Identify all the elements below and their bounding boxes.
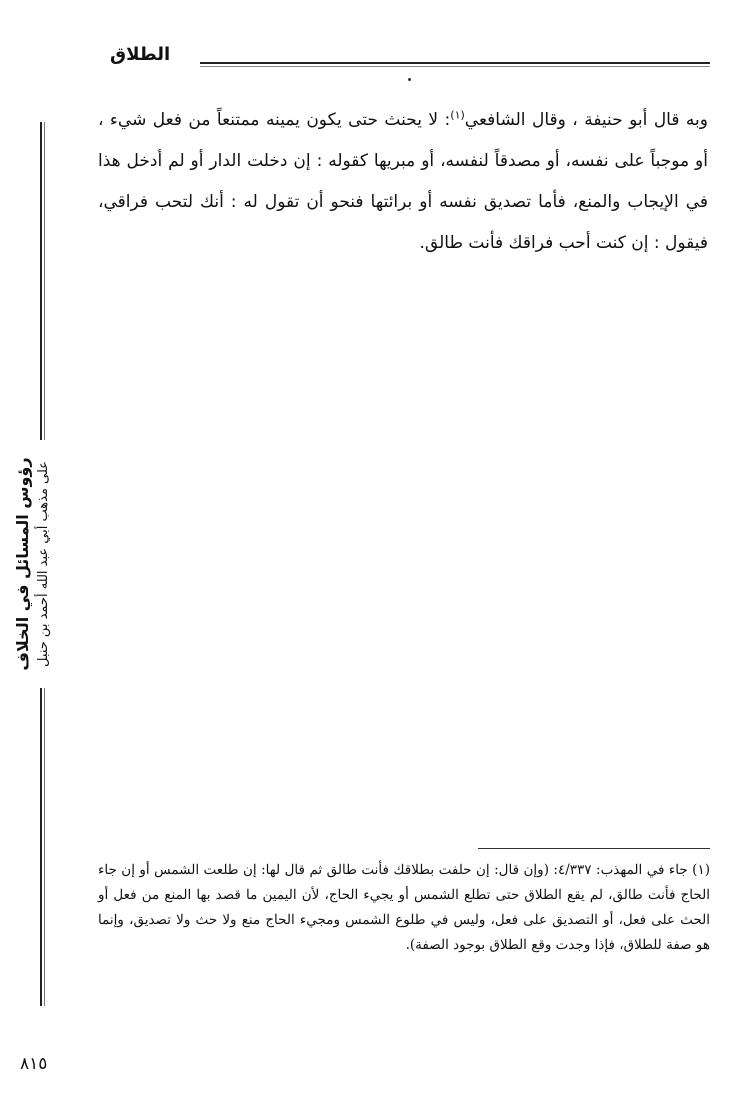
header-dot xyxy=(408,78,411,81)
header-rule xyxy=(200,62,710,64)
header-rule-thin xyxy=(200,66,710,67)
body-text-after-reference: : لا يحنث حتى يكون يمينه ممتنعاً من فعل شيء ، أو موجباً على نفسه، أو مصدقاً لنفسه، أو مبريها كقوله : إن دخلت الدار أو لم أدخل هذا في الإيجاب والمنع، فأما تصديق نفسه أو برائتها فنحو أن تقول له : أنك لتحب فراقي، فيقول : إن كنت أحب فراقك فأنت طالق. xyxy=(98,110,708,253)
side-bar-bottom-thin xyxy=(44,688,45,1006)
side-bar-top xyxy=(40,122,42,440)
footnote-rule xyxy=(478,848,710,849)
footnote-text: (١) جاء في المهذب: ٤/٣٣٧: (وإن قال: إن حلفت بطلاقك فأنت طالق ثم قال لها: إن طلعت الشمس أو إن جاء الحاج فأنت طالق، لم يقع الطلاق حتى تطلع الشمس أو يجيء الحاج، لأن اليمين ما قصد بها المنع من فعل أو الحث على فعل، أو التصديق على فعل، وليس في طلوع الشمس ومجيء الحاج منع ولا حث ولا تصديق، وإنما هو صفة للطلاق، فإذا وجدت وقع الطلاق بوجود الصفة). xyxy=(98,862,710,953)
page-number: ٨١٥ xyxy=(20,1054,48,1074)
side-title-sub: على مذهب أبي عبد الله أحمد بن حنبل xyxy=(36,461,51,667)
body-text-before-reference: وبه قال أبو حنيفة ، وقال الشافعي xyxy=(464,110,708,130)
footnote xyxy=(98,858,710,958)
running-header-title: الطلاق xyxy=(110,44,171,65)
side-bar-top-thin xyxy=(44,122,45,440)
footnote-reference: (١) xyxy=(450,108,465,122)
main-paragraph xyxy=(98,100,708,264)
side-bar-bottom xyxy=(40,688,42,1006)
side-title-main: رؤوس المسائل في الخلاف xyxy=(13,457,32,671)
side-running-title xyxy=(12,444,72,684)
